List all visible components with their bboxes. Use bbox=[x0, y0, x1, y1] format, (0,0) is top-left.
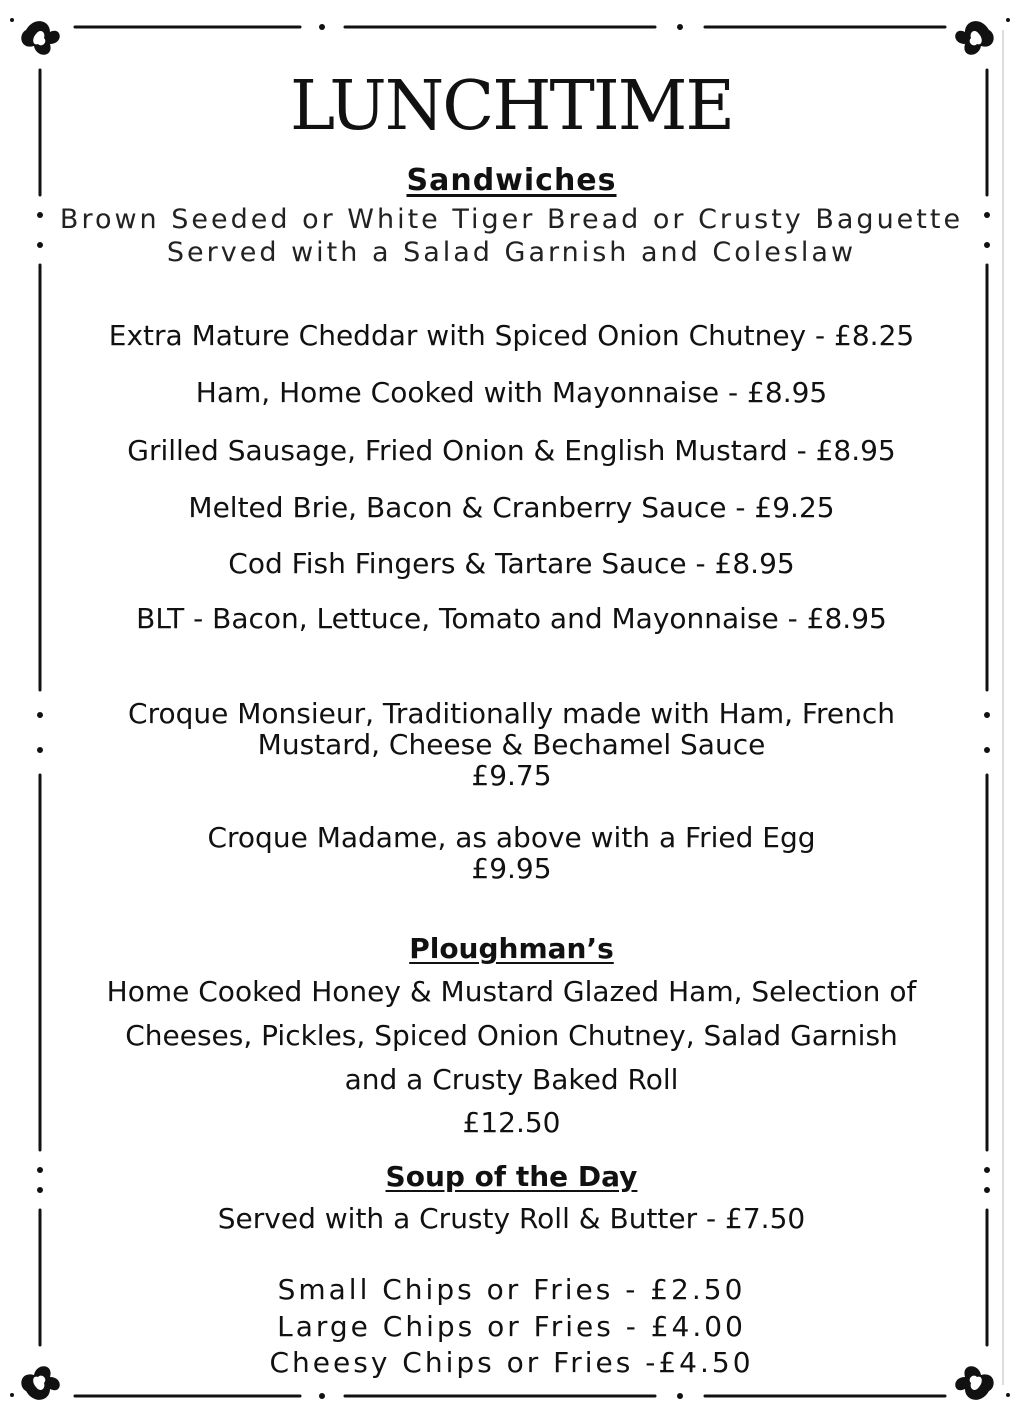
menu-item: Cod Fish Fingers & Tartare Sauce - £8.95 bbox=[228, 547, 795, 580]
menu-item: BLT - Bacon, Lettuce, Tomato and Mayonnaise - £8.95 bbox=[136, 602, 887, 635]
section-heading-soup: Soup of the Day bbox=[385, 1160, 638, 1193]
ornament-corner-icon bbox=[955, 21, 993, 55]
croque-monsieur-price: £9.75 bbox=[471, 759, 552, 792]
menu-item: Ham, Home Cooked with Mayonnaise - £8.95 bbox=[195, 376, 828, 409]
section-heading-ploughmans: Ploughman’s bbox=[409, 932, 614, 965]
side-item: Small Chips or Fries - £2.50 bbox=[277, 1273, 746, 1306]
menu-item: Extra Mature Cheddar with Spiced Onion Chutney - £8.25 bbox=[108, 319, 915, 352]
page-title: LUNCHTIME bbox=[289, 67, 734, 146]
side-item: Large Chips or Fries - £4.00 bbox=[277, 1310, 746, 1343]
ploughmans-price: £12.50 bbox=[462, 1106, 561, 1139]
croque-monsieur-line: Croque Monsieur, Traditionally made with Ham, French bbox=[128, 697, 895, 730]
ploughmans-line: Cheeses, Pickles, Spiced Onion Chutney, Salad Garnish bbox=[125, 1019, 898, 1052]
menu-item: Grilled Sausage, Fried Onion & English Mustard - £8.95 bbox=[127, 434, 896, 467]
ploughmans-line: and a Crusty Baked Roll bbox=[344, 1063, 679, 1096]
croque-madame-line: Croque Madame, as above with a Fried Egg bbox=[207, 821, 816, 854]
soup-description: Served with a Crusty Roll & Butter - £7.50 bbox=[217, 1202, 806, 1235]
bread-note: Brown Seeded or White Tiger Bread or Crusty Baguette bbox=[59, 204, 964, 235]
served-note: Served with a Salad Garnish and Coleslaw bbox=[166, 237, 857, 268]
ploughmans-line: Home Cooked Honey & Mustard Glazed Ham, Selection of bbox=[106, 975, 917, 1008]
ornament-corner-icon bbox=[21, 21, 59, 55]
croque-madame-price: £9.95 bbox=[471, 852, 552, 885]
side-item: Cheesy Chips or Fries -£4.50 bbox=[269, 1346, 754, 1379]
menu-item: Melted Brie, Bacon & Cranberry Sauce - £9.25 bbox=[188, 491, 835, 524]
croque-monsieur-line: Mustard, Cheese & Bechamel Sauce bbox=[257, 728, 766, 761]
section-heading-sandwiches: Sandwiches bbox=[406, 163, 617, 198]
